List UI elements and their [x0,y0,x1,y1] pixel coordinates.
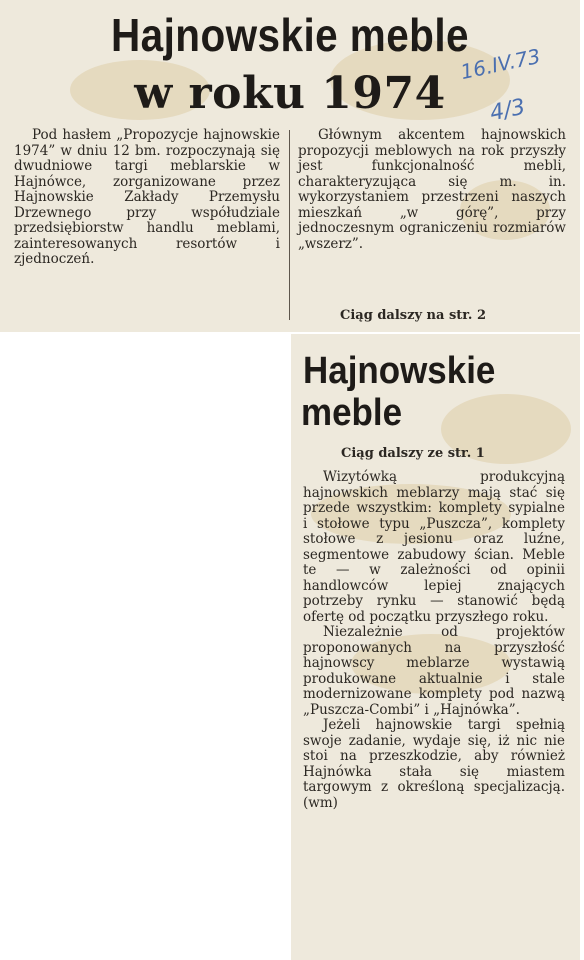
continuation-headline-line-2: meble [301,392,403,434]
body-paragraph: Jeżeli hajnowskie targi spełnią swoje zadanie, wydaje się, iż nic nie stoi na przeszkodzie, aby również Hajnówka stała się miastem targowym z określoną specjalizacją. (wm) [303,717,565,811]
body-paragraph: Wizytówką produkcyjną hajnowskich meblarzy mają stać się przede wszystkim: komplety sypialne i stołowe typu „Puszcza”, komplety stołowe z jesionu oraz luźne, segmentowe zabudowy ścian. Meble te — w zależności od opinii handlowców lepiej znających potrzeby rynku — stanowić będą ofertę od początku przyszłego roku. [303,469,565,625]
continued-on-page-note: Ciąg dalszy na str. 2 [340,308,487,323]
column-divider [289,130,290,320]
continued-from-page-note: Ciąg dalszy ze str. 1 [341,446,485,461]
lead-paragraph-left: Pod hasłem „Propozycje hajnowskie 1974” w dniu 12 bm. rozpoczynają się dwudniowe targi meblarskie w Hajnówce, zorganizowane przez Hajnowskie Zakłady Przemysłu Drzewnego przy współudziale przedsiębiorstw handlu meblami, zainteresowanych resortów i zjednoczeń. [14,127,280,267]
handwritten-number-note: 4/3 [487,94,528,127]
headline-line-2: w roku 1974 [134,68,446,119]
handwritten-date-note: 16.IV.73 [458,43,543,85]
body-paragraph: Niezależnie od projektów proponowanych na przyszłość hajnowscy meblarze wystawią produkowane aktualnie i stale modernizowane komplety pod nazwą „Puszcza-Combi” i „Hajnówka”. [303,624,565,718]
newspaper-clipping-bottom [291,334,580,960]
continuation-headline-line-1: Hajnowskie [303,350,496,392]
lead-paragraph-right: Głównym akcentem hajnowskich propozycji meblowych na rok przyszły jest funkcjonalność mebli, charakteryzująca się m. in. wykorzystaniem przestrzeni naszych mieszkań „w górę”, przy jednoczesnym ograniczeniu rozmiarów „wszerz”. [298,127,566,252]
continuation-body [303,470,565,811]
headline-line-1: Hajnowskie meble [110,9,469,61]
newspaper-clipping-top [0,0,580,332]
